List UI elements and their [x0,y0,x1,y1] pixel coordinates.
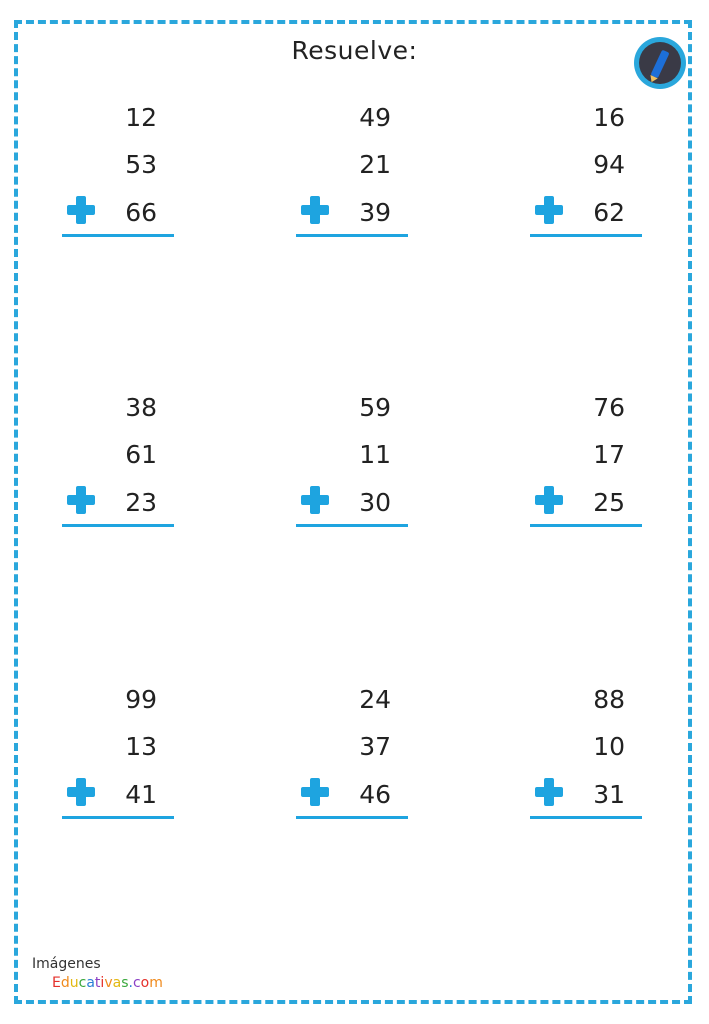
addend-3: 41 [125,780,157,809]
brand-letter: E [52,975,61,991]
brand-letter: t [94,975,101,991]
addend-1: 59 [359,393,391,422]
addition-problem-7 [62,685,177,825]
brand-line-1: Imágenes [32,956,101,972]
brand-letter: a [112,975,122,991]
addition-problem-9 [530,685,645,825]
addition-problem-8 [296,685,411,825]
addend-1: 38 [125,393,157,422]
addend-2: 53 [125,150,157,179]
addend-1: 99 [125,685,157,714]
sum-line [530,234,642,237]
page-title: Resuelve: [291,36,418,65]
sum-line [296,524,408,527]
sum-line [530,524,642,527]
addend-1: 16 [593,103,625,132]
sum-line [296,234,408,237]
addend-1: 76 [593,393,625,422]
addend-2: 10 [593,732,625,761]
brand-letter: d [60,975,70,991]
addend-3: 31 [593,780,625,809]
sum-line [296,816,408,819]
addend-2: 17 [593,440,625,469]
sum-line [62,234,174,237]
addition-problem-1 [62,103,177,243]
brand-line-2 [32,974,163,993]
brand-letter: . [128,975,133,991]
addend-1: 88 [593,685,625,714]
addend-3: 30 [359,488,391,517]
sum-line [530,816,642,819]
brand-letter: c [132,975,141,991]
brand-letter: o [140,975,150,991]
addend-2: 11 [359,440,391,469]
sum-line [62,524,174,527]
addend-2: 94 [593,150,625,179]
addend-3: 23 [125,488,157,517]
brand-letter: c [78,975,87,991]
addition-problem-4 [62,393,177,533]
addend-2: 61 [125,440,157,469]
addend-1: 12 [125,103,157,132]
brand-watermark [32,955,163,993]
addend-3: 46 [359,780,391,809]
addend-3: 62 [593,198,625,227]
addition-problem-5 [296,393,411,533]
brand-letter: a [86,975,95,991]
addend-3: 25 [593,488,625,517]
addition-problem-6 [530,393,645,533]
addend-3: 39 [359,198,391,227]
addend-2: 13 [125,732,157,761]
brand-letter: m [149,975,163,991]
addend-2: 21 [359,150,391,179]
brand-letter: s [121,975,129,991]
pencil-icon [650,50,669,79]
brand-letter: u [69,975,79,991]
addition-problem-3 [530,103,645,243]
addend-1: 49 [359,103,391,132]
sum-line [62,816,174,819]
addition-problem-2 [296,103,411,243]
addend-3: 66 [125,198,157,227]
brand-letter: v [104,975,113,991]
addend-2: 37 [359,732,391,761]
logo-badge [639,42,681,84]
brand-letter: i [100,975,105,991]
addend-1: 24 [359,685,391,714]
logo-icon [634,37,686,89]
